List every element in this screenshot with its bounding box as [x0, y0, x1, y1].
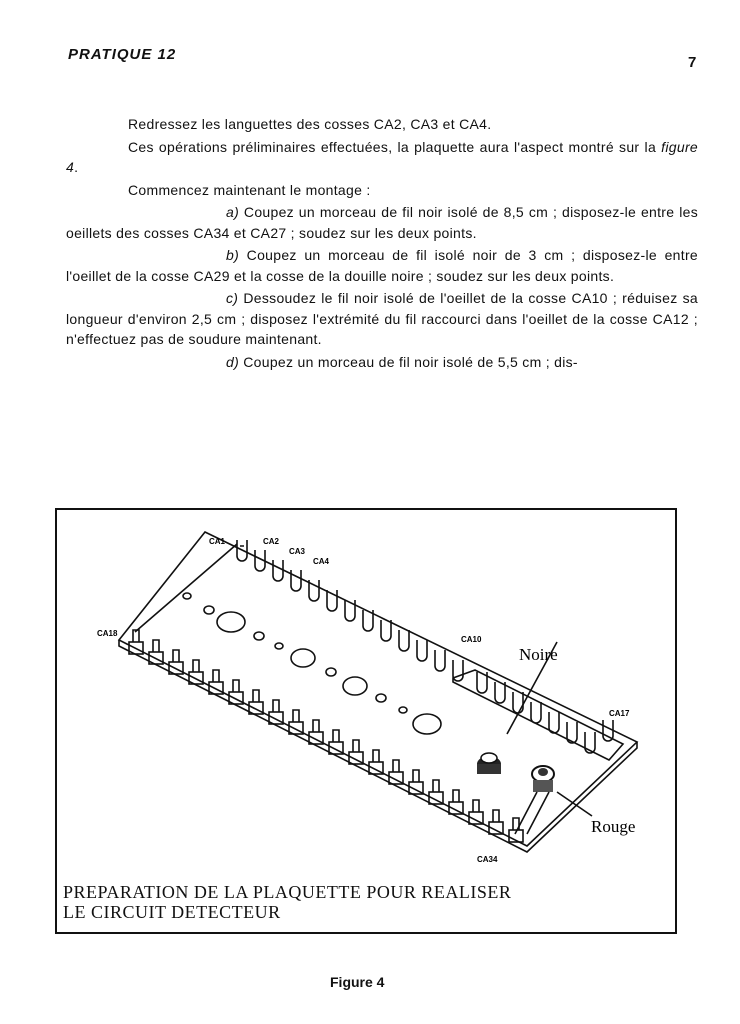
- paragraph-3: Commencez maintenant le montage :: [128, 181, 371, 198]
- terminal-board-illustration: [57, 510, 675, 932]
- hole: [254, 632, 264, 640]
- body-text: [66, 114, 698, 374]
- figure-frame: [55, 508, 677, 934]
- hole: [326, 668, 336, 676]
- step-d: d) Coupez un morceau de fil noir isolé de 5,5 cm ; dis-: [226, 353, 578, 370]
- paragraph-2: Ces opérations préliminaires effectuées, la plaquette aura l'aspect montré sur la figure 4.: [66, 138, 698, 175]
- red-socket: [532, 766, 554, 792]
- hole: [399, 707, 407, 713]
- label-ca4: CA4: [313, 557, 330, 566]
- step-b: b) Coupez un morceau de fil isolé noir de 3 cm ; disposez-le entre l'oeillet de la cosse CA29 et la cosse de la douille noire ; soudez sur les deux points.: [66, 247, 698, 284]
- paragraph-1: Redressez les languettes des cosses CA2, CA3 et CA4.: [128, 116, 492, 132]
- label-ca17: CA17: [609, 709, 630, 718]
- hole: [275, 643, 283, 649]
- label-ca3: CA3: [289, 547, 306, 556]
- wire-red-ca34: [515, 792, 537, 834]
- label-ca18: CA18: [97, 629, 118, 638]
- figure-label: Figure 4: [330, 974, 385, 990]
- label-ca1: CA1: [209, 537, 226, 546]
- step-c: c) Dessoudez le fil noir isolé de l'oeillet de la cosse CA10 ; réduisez sa longueur d'environ 2,5 cm ; disposez l'extrémité du fil raccourci dans l'oeillet de la cosse CA12 ; n'effectuez pas de soudure maintenant.: [66, 290, 698, 347]
- figure-reference: figure 4: [66, 138, 698, 175]
- step-a: a) Coupez un morceau de fil noir isolé de 8,5 cm ; disposez-le entre les oeillets des cosses CA34 et CA27 ; soudez sur les deux points.: [66, 204, 698, 241]
- step-b-letter: b): [226, 247, 240, 263]
- wire-ca1-ca18: [135, 544, 237, 632]
- lower-terminal-row: [129, 630, 523, 842]
- hole: [376, 694, 386, 702]
- caption-line-2: LE CIRCUIT DETECTEUR: [63, 902, 281, 922]
- step-c-letter: c): [226, 290, 239, 306]
- hole: [343, 677, 367, 695]
- label-ca2: CA2: [263, 537, 280, 546]
- hole: [291, 649, 315, 667]
- label-rouge: Rouge: [591, 817, 636, 836]
- figure-caption: [63, 882, 511, 922]
- hole: [413, 714, 441, 734]
- hole: [183, 593, 191, 599]
- step-a-letter: a): [226, 204, 240, 220]
- black-socket: [477, 753, 501, 774]
- inset-outline: [453, 670, 623, 760]
- running-header: PRATIQUE 12: [68, 46, 177, 63]
- label-noire: Noire: [519, 645, 558, 664]
- page-number: 7: [688, 54, 697, 71]
- hole: [204, 606, 214, 614]
- label-ca34: CA34: [477, 855, 498, 864]
- label-ca10: CA10: [461, 635, 482, 644]
- caption-line-1: PREPARATION DE LA PLAQUETTE POUR REALISER: [63, 882, 512, 902]
- hole: [217, 612, 245, 632]
- step-d-letter: d): [226, 353, 240, 370]
